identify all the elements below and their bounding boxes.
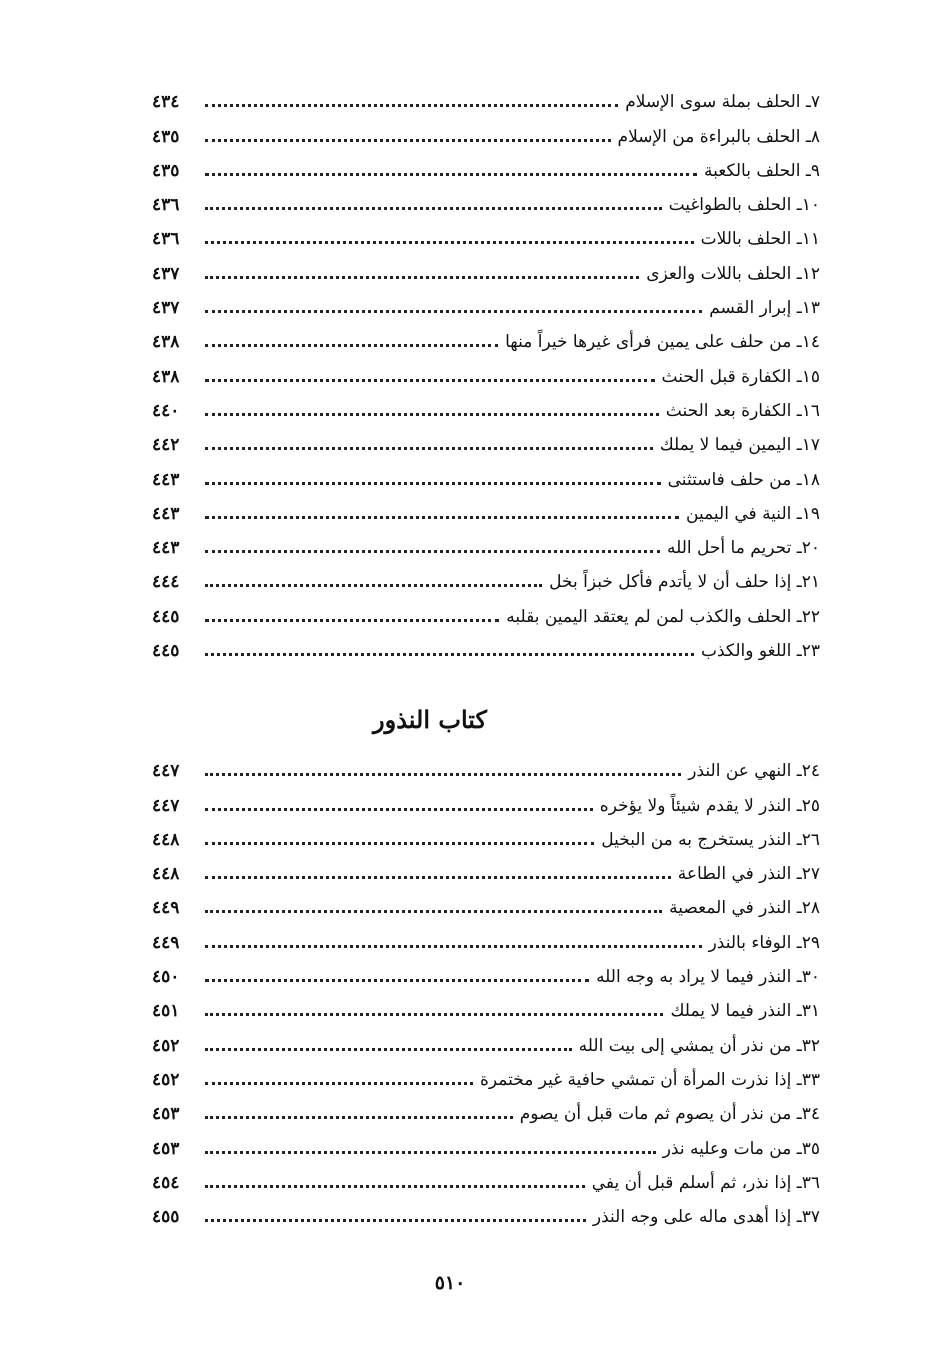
toc-entry-page: ٤٥٢ <box>152 1035 180 1056</box>
toc-entry-page: ٤٣٦ <box>152 195 180 216</box>
toc-entry-page: ٤٤٧ <box>152 761 180 782</box>
toc-entry-title: ١٦ـ الكفارة بعد الحنث <box>665 400 820 421</box>
toc-list-vows <box>152 747 820 1227</box>
toc-entry-page: ٤٤٣ <box>152 503 180 524</box>
toc-entry <box>152 387 820 421</box>
toc-entry-page: ٤٣٨ <box>152 332 180 353</box>
toc-entry-title: ٣٧ـ إذا أهدى ماله على وجه النذر <box>592 1207 820 1228</box>
toc-entry-title: ٨ـ الحلف بالبراءة من الإسلام <box>617 126 820 147</box>
toc-entry-page: ٤٣٦ <box>152 229 180 250</box>
dot-leader <box>205 1116 513 1119</box>
toc-entry <box>152 747 820 781</box>
toc-entry <box>152 524 820 558</box>
toc-entry <box>152 1193 820 1227</box>
toc-entry-page: ٤٣٥ <box>152 126 180 147</box>
toc-entry <box>152 592 820 626</box>
dot-leader <box>205 379 655 382</box>
toc-entry-page: ٤٤٥ <box>152 641 180 662</box>
toc-entry <box>152 215 820 249</box>
toc-entry <box>152 987 820 1021</box>
toc-entry-page: ٤٤٣ <box>152 538 180 559</box>
dot-leader <box>205 842 594 845</box>
toc-entry-title: ٢٥ـ النذر لا يقدم شيئاً ولا يؤخره <box>599 795 820 816</box>
toc-entry <box>152 1090 820 1124</box>
section-heading: كتاب النذور <box>373 705 487 734</box>
dot-leader <box>205 1082 473 1085</box>
toc-entry-title: ٢٣ـ اللغو والكذب <box>701 641 820 662</box>
toc-entry-page: ٤٤٣ <box>152 469 180 490</box>
toc-entry-page: ٤٤٧ <box>152 795 180 816</box>
toc-entry <box>152 112 820 146</box>
dot-leader <box>205 310 702 313</box>
toc-entry-title: ٣٢ـ من نذر أن يمشي إلى بيت الله <box>578 1035 820 1056</box>
toc-entry-title: ٢٩ـ الوفاء بالنذر <box>708 932 820 953</box>
toc-entry <box>152 1159 820 1193</box>
toc-entry <box>152 249 820 283</box>
toc-entry-page: ٤٤٨ <box>152 829 180 850</box>
toc-entry-page: ٤٥٥ <box>152 1207 180 1228</box>
toc-entry-page: ٤٣٧ <box>152 263 180 284</box>
toc-entry <box>152 78 820 112</box>
dot-leader <box>205 241 694 244</box>
dot-leader <box>205 1185 585 1188</box>
dot-leader <box>205 979 589 982</box>
dot-leader <box>205 447 653 450</box>
dot-leader <box>205 910 662 913</box>
toc-entry-page: ٤٣٨ <box>152 366 180 387</box>
dot-leader <box>205 550 660 553</box>
toc-entry-page: ٤٤٢ <box>152 435 180 456</box>
toc-entry-page: ٤٣٤ <box>152 92 180 113</box>
dot-leader <box>205 653 694 656</box>
toc-entry-title: ٢٢ـ الحلف والكذب لمن لم يعتقد اليمين بقلبه <box>506 606 820 627</box>
toc-entry <box>152 918 820 952</box>
toc-entry-title: ١٧ـ اليمين فيما لا يملك <box>659 435 820 456</box>
toc-entry-title: ١٨ـ من حلف فاستثنى <box>667 469 820 490</box>
toc-entry-page: ٤٥٤ <box>152 1172 180 1193</box>
toc-entry-title: ٢٦ـ النذر يستخرج به من البخيل <box>601 829 820 850</box>
toc-entry-title: ٣٦ـ إذا نذر، ثم أسلم قبل أن يفي <box>591 1172 820 1193</box>
page-number: ٥١٠ <box>434 1272 466 1294</box>
dot-leader <box>205 1151 656 1154</box>
toc-entry-page: ٤٥١ <box>152 1001 180 1022</box>
toc-entry <box>152 455 820 489</box>
dot-leader <box>205 344 498 347</box>
toc-entry-page: ٤٣٧ <box>152 298 180 319</box>
toc-entry <box>152 953 820 987</box>
toc-entry <box>152 1021 820 1055</box>
toc-entry <box>152 816 820 850</box>
toc-entry-title: ٣١ـ النذر فيما لا يملك <box>670 1001 820 1022</box>
toc-entry-title: ٣٥ـ من مات وعليه نذر <box>662 1138 820 1159</box>
toc-entry <box>152 147 820 181</box>
toc-entry-title: ٢٧ـ النذر في الطاعة <box>677 864 820 885</box>
toc-entry-title: ١٣ـ إبرار القسم <box>709 298 820 319</box>
toc-entry <box>152 781 820 815</box>
toc-entry-title: ٩ـ الحلف بالكعبة <box>704 160 820 181</box>
toc-entry-page: ٤٤٠ <box>152 400 180 421</box>
dot-leader <box>205 808 593 811</box>
toc-entry <box>152 1056 820 1090</box>
toc-entry <box>152 284 820 318</box>
toc-entry <box>152 421 820 455</box>
toc-entry-page: ٤٥٣ <box>152 1138 180 1159</box>
toc-entry-title: ٣٤ـ من نذر أن يصوم ثم مات قبل أن يصوم <box>519 1104 820 1125</box>
dot-leader <box>205 139 611 142</box>
toc-entry <box>152 558 820 592</box>
toc-entry-page: ٤٤٩ <box>152 898 180 919</box>
toc-entry-title: ٢٠ـ تحريم ما أحل الله <box>666 538 820 559</box>
toc-entry <box>152 181 820 215</box>
toc-entry <box>152 318 820 352</box>
toc-list-oaths <box>152 78 820 661</box>
toc-entry <box>152 352 820 386</box>
toc-entry-page: ٤٥٢ <box>152 1069 180 1090</box>
toc-entry-title: ١٤ـ من حلف على يمين فرأى غيرها خيراً منها <box>505 332 820 353</box>
dot-leader <box>205 276 639 279</box>
toc-entry-title: ٢١ـ إذا حلف أن لا يأتدم فأكل خبزاً بخل <box>549 572 820 593</box>
toc-entry <box>152 1124 820 1158</box>
dot-leader <box>205 173 697 176</box>
toc-entry <box>152 627 820 661</box>
toc-entry-title: ٢٤ـ النهي عن النذر <box>688 761 820 782</box>
toc-entry-title: ٣٠ـ النذر فيما لا يراد به وجه الله <box>596 967 820 988</box>
toc-entry-page: ٤٤٩ <box>152 932 180 953</box>
toc-entry-title: ٣٣ـ إذا نذرت المرأة أن تمشي حافية غير مختمرة <box>480 1069 820 1090</box>
dot-leader <box>205 1013 663 1016</box>
dot-leader <box>205 876 671 879</box>
toc-entry-page: ٤٥٠ <box>152 967 180 988</box>
dot-leader <box>205 945 702 948</box>
dot-leader <box>205 413 659 416</box>
toc-entry-title: ١٢ـ الحلف باللات والعزى <box>646 263 820 284</box>
dot-leader <box>205 584 542 587</box>
dot-leader <box>205 1048 572 1051</box>
dot-leader <box>205 773 681 776</box>
toc-entry-page: ٤٤٤ <box>152 572 180 593</box>
dot-leader <box>205 207 662 210</box>
toc-entry-title: ٢٨ـ النذر في المعصية <box>669 898 820 919</box>
dot-leader <box>205 104 618 107</box>
dot-leader <box>205 1219 586 1222</box>
dot-leader <box>205 482 661 485</box>
toc-entry-title: ٧ـ الحلف بملة سوى الإسلام <box>625 92 820 113</box>
toc-entry-page: ٤٥٣ <box>152 1104 180 1125</box>
toc-entry-page: ٤٣٥ <box>152 160 180 181</box>
toc-entry-title: ١٥ـ الكفارة قبل الحنث <box>661 366 820 387</box>
toc-entry <box>152 850 820 884</box>
toc-entry-title: ١٠ـ الحلف بالطواغيت <box>668 195 820 216</box>
dot-leader <box>205 619 499 622</box>
toc-entry-page: ٤٤٨ <box>152 864 180 885</box>
toc-entry <box>152 490 820 524</box>
dot-leader <box>205 516 679 519</box>
toc-entry-title: ١٩ـ النية في اليمين <box>686 503 820 524</box>
toc-entry-title: ١١ـ الحلف باللات <box>700 229 820 250</box>
toc-entry <box>152 884 820 918</box>
toc-entry-page: ٤٤٥ <box>152 606 180 627</box>
